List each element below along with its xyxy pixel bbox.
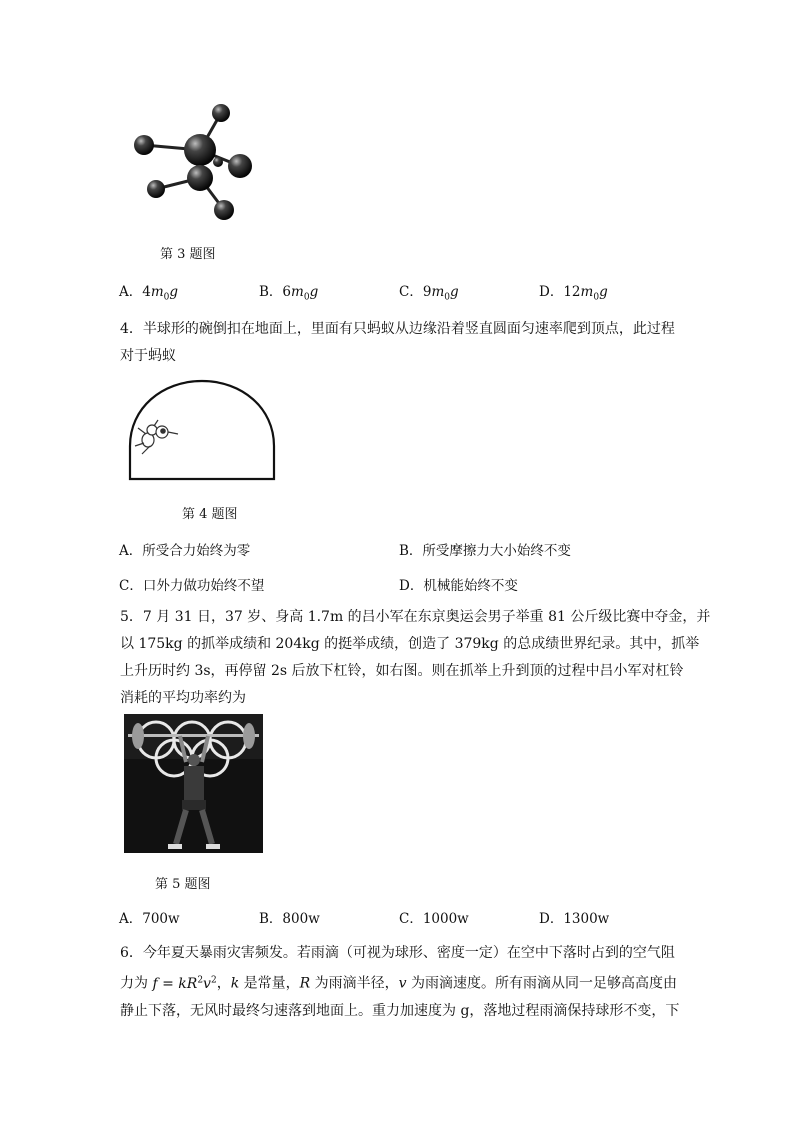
q5-photo [124,714,263,853]
q3-caption: 第 3 题图 [160,247,216,262]
q5-stem-line-2: 以 175kg 的抓举成绩和 204kg 的挺举成绩，创造了 379kg 的总成绩世界纪录。其中，抓举 [120,636,700,652]
q6-stem [120,940,680,1025]
q4-option-a[interactable]: A．所受合力始终为零 [119,543,251,559]
q3-option-a[interactable]: A．$4m_0g$ [119,284,179,303]
q5-option-d[interactable]: D．1300w [539,911,610,927]
q4-option-c[interactable]: C．口外力做功始终不望 [119,578,265,594]
q4-option-b[interactable]: B．所受摩擦力大小始终不变 [399,543,571,559]
q3-option-c[interactable]: C．$9m_0g$ [399,284,459,303]
q5-stem [120,604,711,712]
q4-option-d[interactable]: D．机械能始终不变 [399,578,518,594]
q3-figure [122,96,272,228]
q5-stem-line-4: 消耗的平均功率约为 [120,690,246,706]
q3-option-d[interactable]: D．$12m_0g$ [539,284,608,303]
ant-icon [135,420,178,454]
q5-stem-line-1: 5．7 月 31 日，37 岁、身高 1.7m 的吕小军在东京奥运会男子举重 81 公斤级比赛中夺金，并 [120,609,711,625]
q5-caption: 第 5 题图 [155,877,211,892]
q4-stem-line-1: 4．半球形的碗倒扣在地面上，里面有只蚂蚁从边缘沿着竖直圆面匀速率爬到顶点，此过程 [120,321,675,337]
q6-stem-line-3: 静止下落，无风时最终匀速落到地面上。重力加速度为 g，落地过程雨滴保持球形不变，下 [120,1002,680,1019]
q4-figure [126,376,278,484]
q4-stem [120,316,676,370]
q5-stem-line-3: 上升历时约 3s，再停留 2s 后放下杠铃，如右图。则在抓举上升到顶的过程中吕小军对杠铃 [120,663,684,679]
q4-caption: 第 4 题图 [182,507,238,522]
q4-stem-line-2: 对于蚂蚁 [120,348,176,364]
q5-option-a[interactable]: A．700w [119,911,180,927]
q6-stem-line-2: 力为 $f = kR^2v^2$，k 是常量，R 为雨滴半径，v 为雨滴速度。所有雨滴从同一足够高高度由 [120,975,678,992]
q6-stem-line-1: 6．今年夏天暴雨灾害频发。若雨滴（可视为球形、密度一定）在空中下落时占到的空气阻 [120,945,675,961]
q5-option-c[interactable]: C．1000w [399,911,469,927]
drag-formula: $f = kR^2v^2$ [152,975,217,992]
q3-option-b[interactable]: B．$6m_0g$ [259,284,319,303]
q5-option-b[interactable]: B．800w [259,911,320,927]
